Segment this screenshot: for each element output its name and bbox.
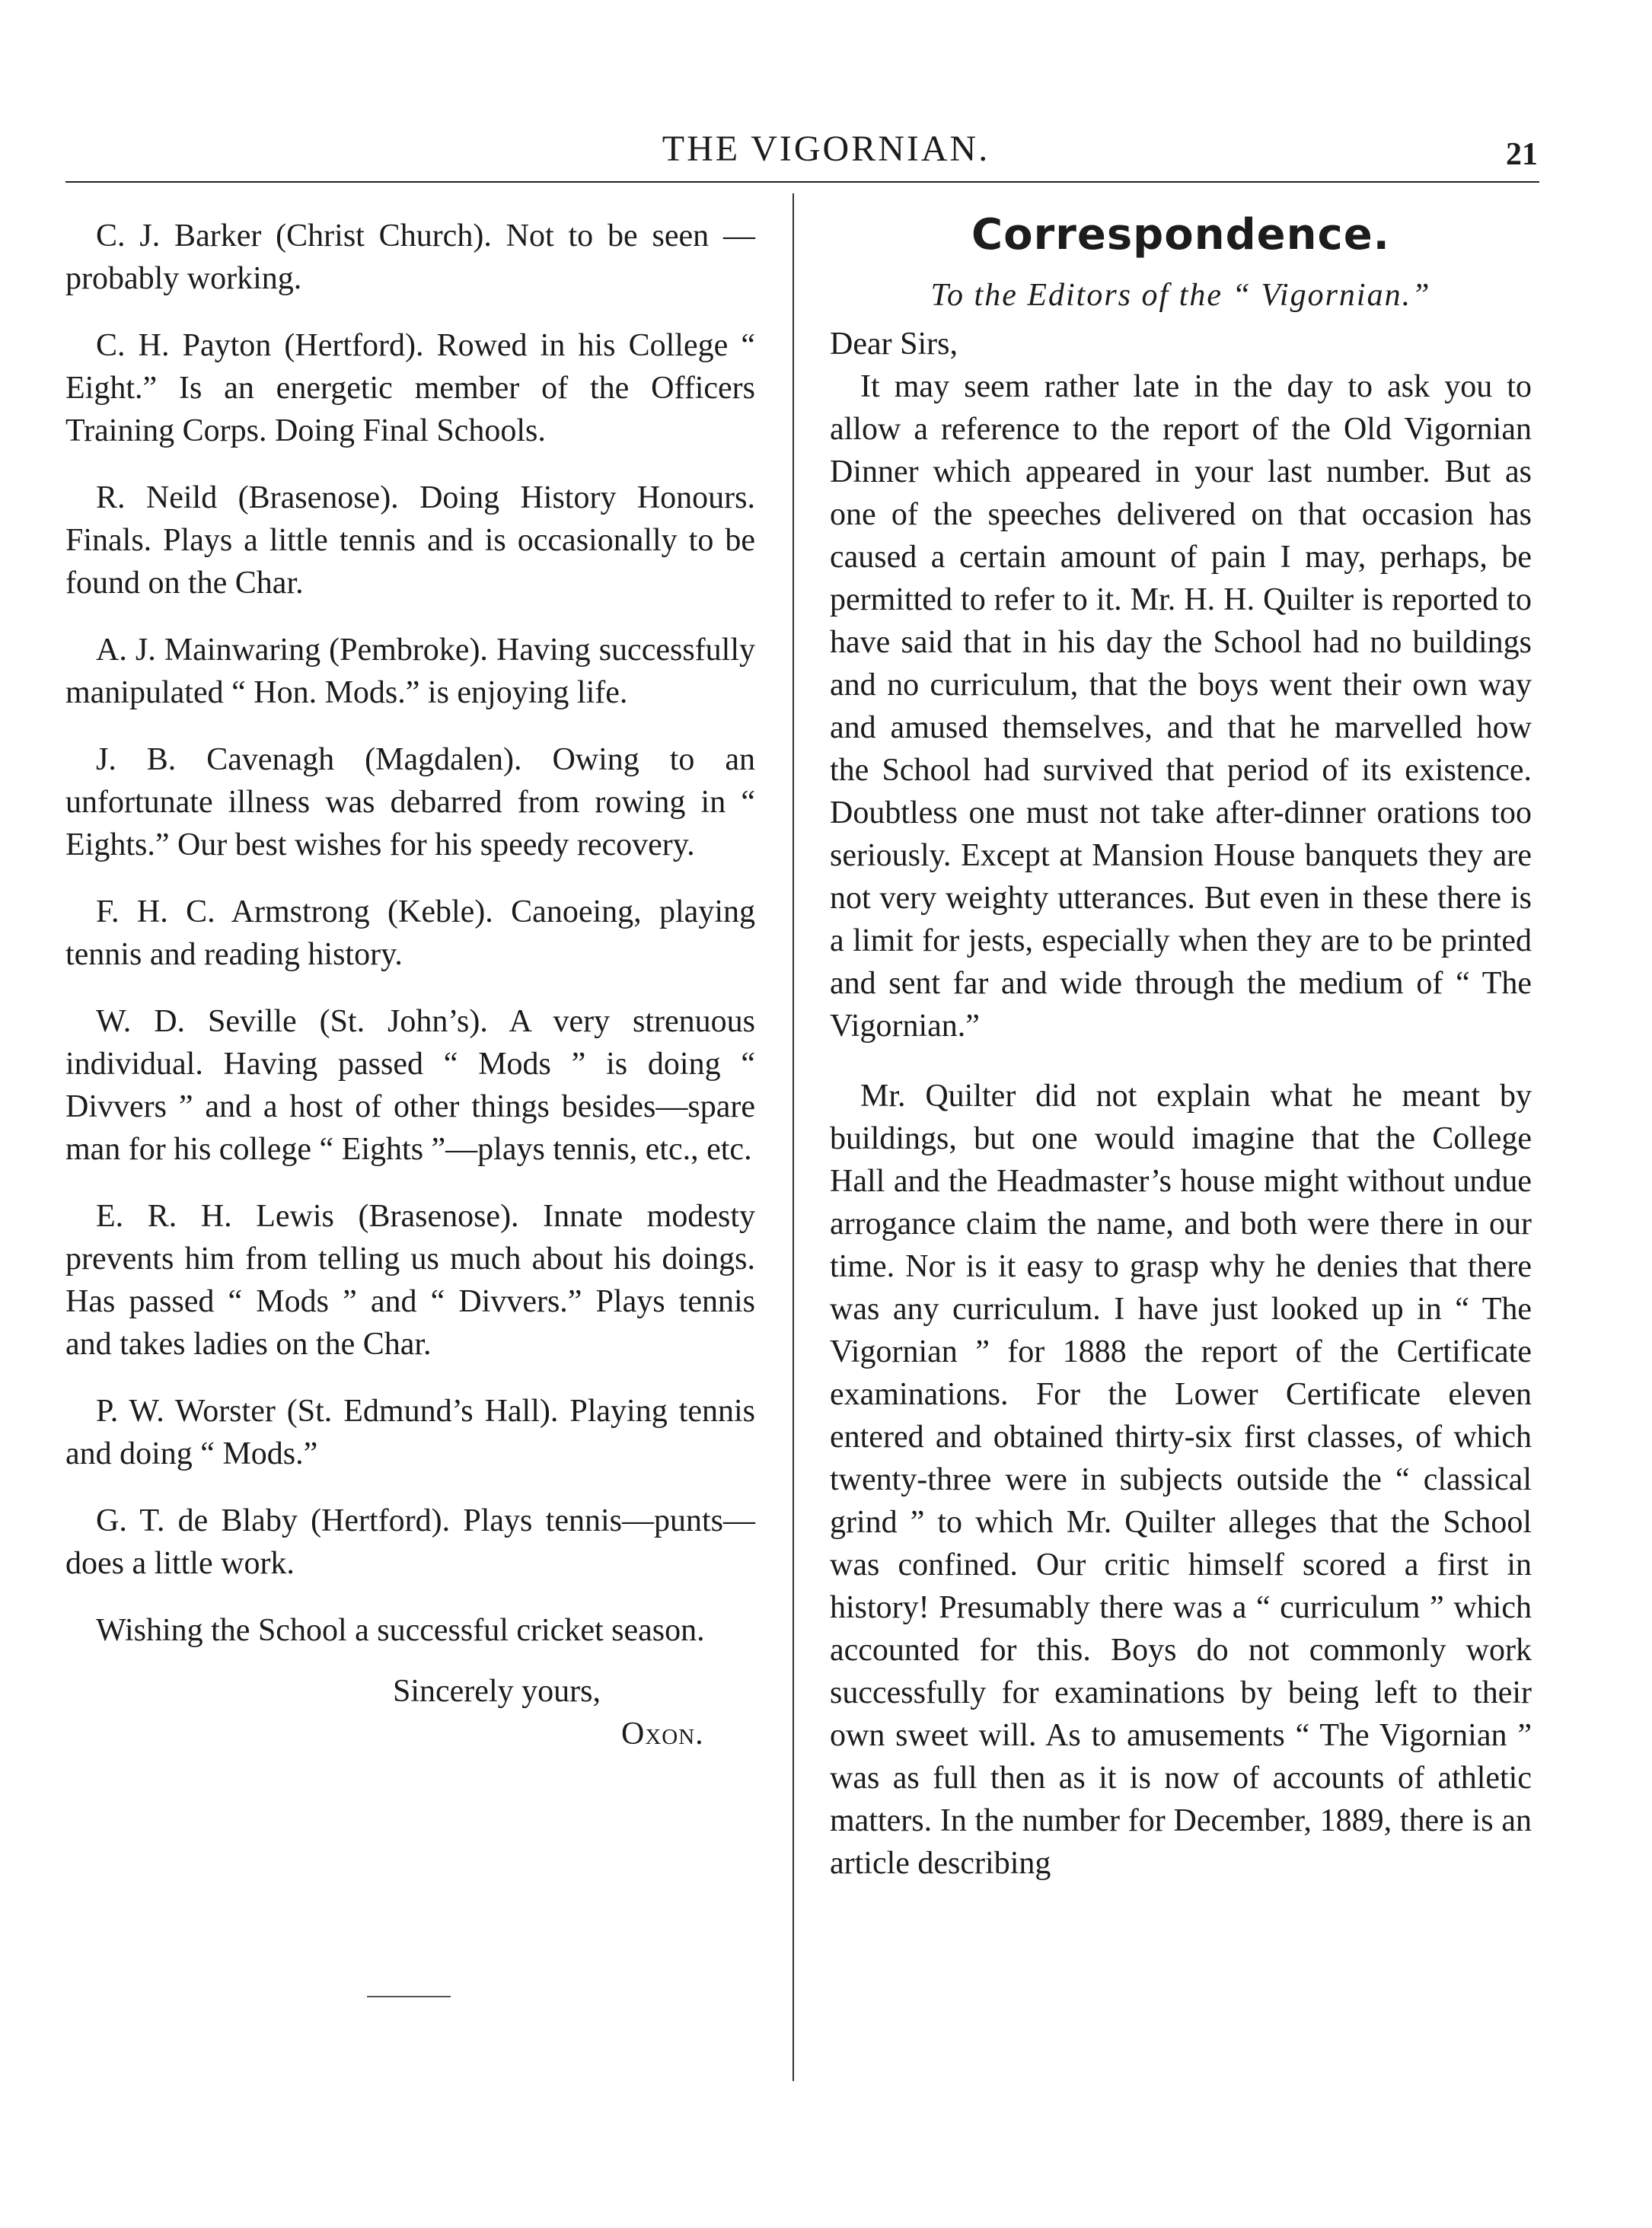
section-end-mark <box>367 1996 451 1997</box>
page-number: 21 <box>1506 137 1538 172</box>
college-entry: F. H. C. Armstrong (Keble). Canoeing, playing tennis and reading history. <box>65 894 755 972</box>
college-entry: J. B. Cavenagh (Magdalen). Owing to an unfortunate illness was debarred from rowing in “ Eights.” Our best wishes for his speedy recovery. <box>65 742 755 862</box>
left-column <box>65 215 755 1755</box>
college-entry: W. D. Seville (St. John’s). A very strenuous individual. Having passed “ Mods ” is doing “ Divvers ” and a host of other things besides—spare man for his college “ Eights ”—plays tennis, etc., etc. <box>65 1004 755 1167</box>
signoff: Sincerely yours, <box>393 1674 601 1709</box>
running-title: THE VIGORNIAN. <box>662 129 990 169</box>
signature: Oxon. <box>621 1716 704 1751</box>
column-divider <box>793 193 794 2081</box>
college-entry: C. J. Barker (Christ Church). Not to be seen —probably working. <box>65 218 755 296</box>
college-entry: C. H. Payton (Hertford). Rowed in his College “ Eight.” Is an energetic member of the Officers Training Corps. Doing Final Schools. <box>65 328 755 448</box>
letter-paragraph: It may seem rather late in the day to ask you to allow a reference to the report of the Old Vigornian Dinner which appeared in your last number. But as one of the speeches delivered on that occasion has caused a certain amount of pain I may, perhaps, be permitted to refer to it. Mr. H. H. Quilter is reported to have said that in his day the School had no buildings and no curriculum, that the boys went their own way and amused themselves, and that he marvelled how the School had survived that period of its existence. Doubtless one must not take after-dinner orations too seriously. Except at Mansion House banquets they are not very weighty utterances. But even in these there is a limit for jests, especially when they are to be printed and sent far and wide through the medium of “ The Vigornian.” <box>830 369 1532 1044</box>
college-entry: A. J. Mainwaring (Pembroke). Having successfully manipulated “ Hon. Mods.” is enjoying life. <box>65 633 755 710</box>
college-entry: P. W. Worster (St. Edmund’s Hall). Playing tennis and doing “ Mods.” <box>65 1394 755 1471</box>
letter-paragraph: Mr. Quilter did not explain what he meant by buildings, but one would imagine that the College Hall and the Headmaster’s house might without undue arrogance claim the name, and both were there in our time. Nor is it easy to grasp why he denies that there was any curriculum. I have just looked up in “ The Vigornian ” for 1888 the report of the Certificate examinations. For the Lower Certificate eleven entered and obtained thirty-six first classes, of which twenty-three were in subjects outside the “ classical grind ” to which Mr. Quilter alleges that the School was confined. Our critic himself scored a first in history! Presumably there was a “ curriculum ” which accounted for this. Boys do not commonly work successfully for examinations by being left to their own sweet will. As to amusements “ The Vigornian ” was as full then as it is now of accounts of athletic matters. In the number for December, 1889, there is an article describing <box>830 1079 1532 1881</box>
header-rule <box>65 181 1539 183</box>
closing-wish: Wishing the School a successful cricket season. <box>96 1613 705 1648</box>
section-heading: Correspondence. <box>971 210 1390 260</box>
letter-address: To the Editors of the “ Vigornian.” <box>930 278 1431 313</box>
college-entry: E. R. H. Lewis (Brasenose). Innate modesty prevents him from telling us much about his doings. Has passed “ Mods ” and “ Divvers.” Plays tennis and takes ladies on the Char. <box>65 1199 755 1362</box>
letter-salutation: Dear Sirs, <box>830 327 958 362</box>
college-entry: G. T. de Blaby (Hertford). Plays tennis—punts—does a little work. <box>65 1503 755 1581</box>
right-column <box>830 210 1532 1912</box>
college-entry: R. Neild (Brasenose). Doing History Honours. Finals. Plays a little tennis and is occasionally to be found on the Char. <box>65 480 755 601</box>
